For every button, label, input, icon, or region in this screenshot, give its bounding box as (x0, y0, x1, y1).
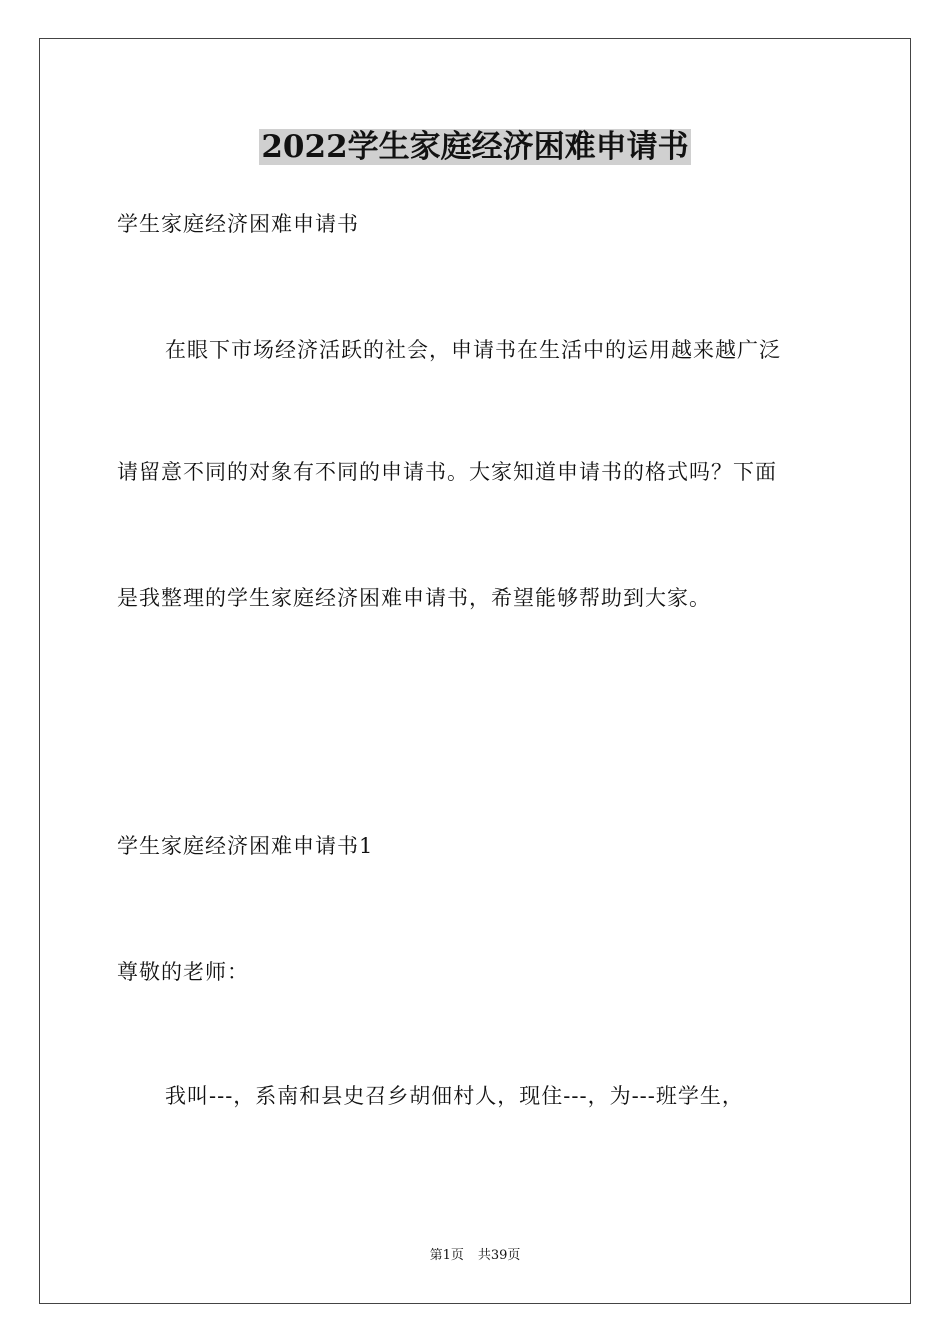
paragraph-line: 是我整理的学生家庭经济困难申请书，希望能够帮助到大家。 (117, 586, 711, 610)
document-title (0, 124, 950, 170)
page-footer (0, 1246, 950, 1266)
paragraph-line: 我叫---，系南和县史召乡胡佃村人，现住---，为---班学生， (165, 1084, 744, 1108)
paragraph-line: 请留意不同的对象有不同的申请书。大家知道申请书的格式吗？下面 (117, 460, 777, 484)
subtitle-line: 学生家庭经济困难申请书 (117, 212, 359, 236)
section-heading: 学生家庭经济困难申请书1 (117, 834, 374, 858)
page-total: 共39页 (477, 1248, 521, 1263)
title-text: 2022学生家庭经济困难申请书 (261, 129, 689, 165)
page-number: 第1页 (429, 1248, 464, 1263)
paragraph-line: 在眼下市场经济活跃的社会，申请书在生活中的运用越来越广泛 (165, 338, 781, 362)
salutation: 尊敬的老师： (117, 960, 249, 984)
